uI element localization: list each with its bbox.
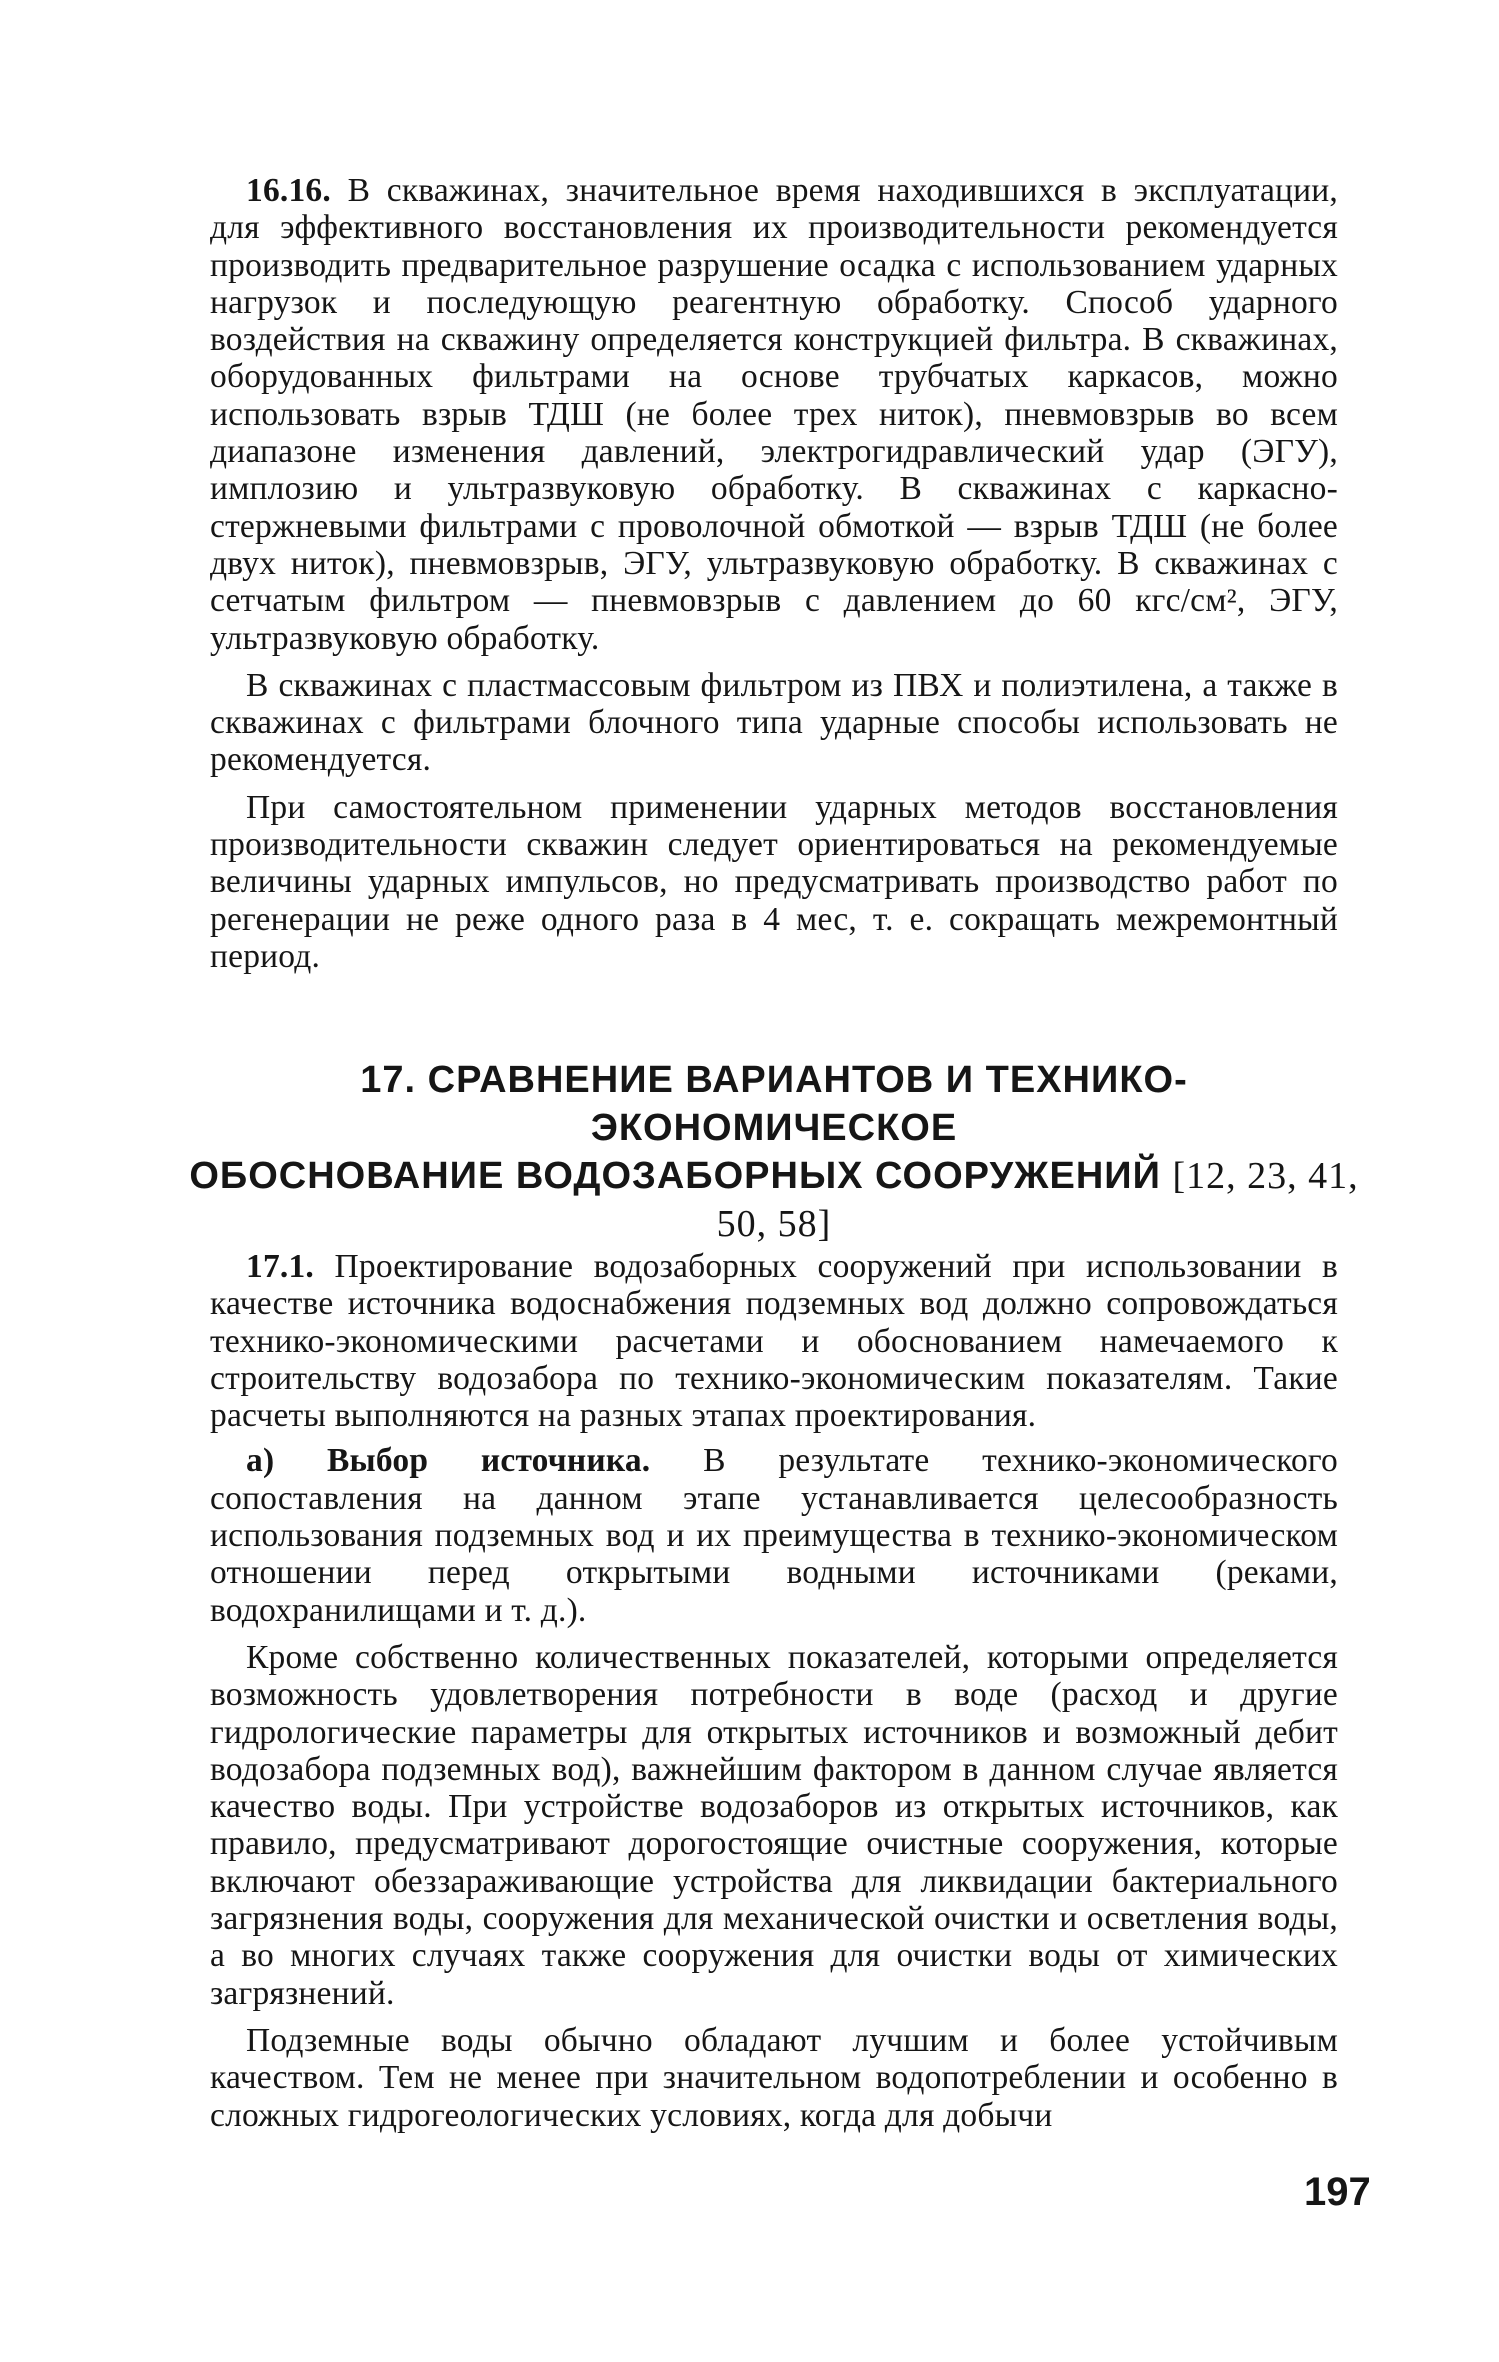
subsection-label: а) Выбор источника.	[246, 1442, 651, 1480]
paragraph-water-quality: Кроме собственно количественных показателей, которыми определяется возможность удовлетворения потребности в воде (расход и другие гидрологические параметры для открытых источников и возможный дебит водозабора подземных вод), важнейшим фактором в данном случае является качество воды. При устройстве водозаборов из открытых источников, как правило, предусматривают дорогостоящие очистные сооружения, которые включают обеззараживающие устройства для ликвидации бактериального загрязнения воды, сооружения для механической очистки и осветления воды, а во многих случаях также сооружения для очистки воды от химических загрязнений.	[210, 1638, 1338, 2012]
paragraph-source-selection	[210, 1442, 1338, 1628]
heading-references: [12, 23, 41,	[1172, 1155, 1359, 1197]
clause-number: 17.1.	[246, 1248, 314, 1285]
paragraph-16-16	[210, 172, 1338, 657]
heading-line-2	[180, 1152, 1368, 1200]
section-17-heading	[180, 1056, 1368, 1248]
section-17-text	[210, 1248, 1338, 2134]
paragraph-groundwater: Подземные воды обычно обладают лучшим и более устойчивым качеством. Тем не менее при значительном водопотреблении и особенно в сложных гидрогеологических условиях, когда для добычи	[210, 2021, 1338, 2134]
section-16-text	[210, 172, 1338, 975]
clause-number: 16.16.	[246, 172, 331, 209]
paragraph-plastic-filters: В скважинах с пластмассовым фильтром из ПВХ и полиэтилена, а также в скважинах с фильтрами блочного типа ударные способы использовать не рекомендуется.	[210, 666, 1338, 779]
heading-references-continued: 50, 58]	[716, 1203, 832, 1245]
heading-title-part: ОБОСНОВАНИЕ ВОДОЗАБОРНЫХ СООРУЖЕНИЙ	[189, 1155, 1161, 1197]
paragraph-17-1	[210, 1248, 1338, 1434]
paragraph-text: В результате технико-экономического сопоставления на данном этапе устанавливается целесообразность использования подземных вод и их преимущества в технико-экономическом отношении перед открытыми водными источниками (реками, водохранилищами и т. д.).	[210, 1442, 1338, 1629]
paragraph-text: В скважинах, значительное время находившихся в эксплуатации, для эффективного восстановления их производительности рекомендуется производить предварительное разрушение осадка с использованием ударных нагрузок и последующую реагентную обработку. Способ ударного воздействия на скважину определяется конструкцией фильтра. В скважинах, оборудованных фильтрами на основе трубчатых каркасов, можно использовать взрыв ТДШ (не более трех ниток), пневмовзрыв во всем диапазоне изменения давлений, электрогидравлический удар (ЭГУ), имплозию и ультразвуковую обработку. В скважинах с каркасно-стержневыми фильтрами с проволочной обмоткой — взрыв ТДШ (не более двух ниток), пневмовзрыв, ЭГУ, ультразвуковую обработку. В скважинах с сетчатым фильтром — пневмовзрыв с давлением до 60 кгс/см², ЭГУ, ультразвуковую обработку.	[210, 172, 1338, 657]
paragraph-text: Проектирование водозаборных сооружений при использовании в качестве источника водоснабжения подземных вод должно сопровождаться технико-экономическими расчетами и обоснованием намечаемого к строительству водозабора по технико-экономическим показателям. Такие расчеты выполняются на разных этапах проектирования.	[210, 1248, 1338, 1435]
heading-line-1: 17. СРАВНЕНИЕ ВАРИАНТОВ И ТЕХНИКО-ЭКОНОМИЧЕСКОЕ	[360, 1059, 1188, 1149]
paragraph-impact-methods: При самостоятельном применении ударных методов восстановления производительности скважин следует ориентироваться на рекомендуемые величины ударных импульсов, но предусматривать производство работ по регенерации не реже одного раза в 4 мес, т. е. сокращать межремонтный период.	[210, 788, 1338, 975]
page-number: 197	[1304, 2170, 1371, 2214]
